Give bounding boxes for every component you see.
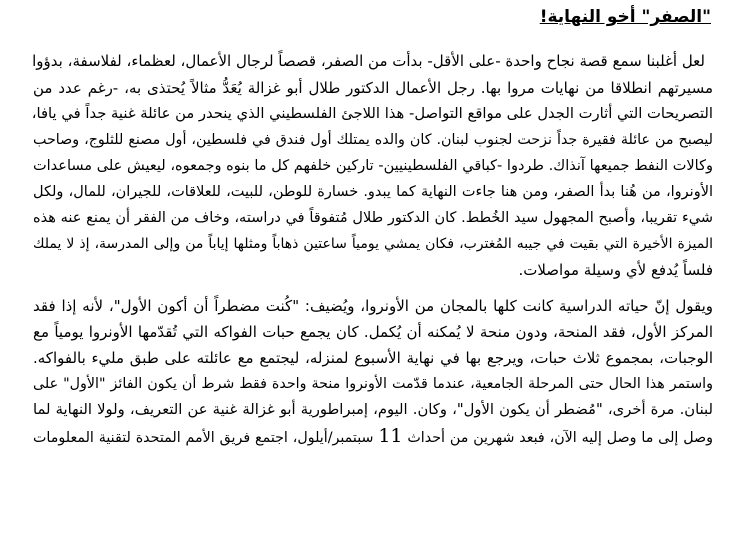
document-title: "الصفر" أخو النهاية!: [539, 7, 711, 27]
text-line: ليصبح من عائلة فقيرة جداً نزحت لجنوب لبنان. كان والده يمتلك أول فندق في فلسطين، أول مصنع للثلوج، وصاحب: [33, 132, 713, 148]
date-number: 11: [378, 425, 403, 447]
text-fragment: سبتمبر/أيلول، اجتمع فريق الأمم المتحدة لتقنية المعلومات: [33, 430, 379, 446]
text-line: واستمر هذا الحال حتى المرحلة الجامعية، عندما قدّمت الأونروا منحة واحدة فقط شرط أن يكون الفائز "الأول" على: [33, 376, 713, 392]
text-line: الوجبات، بمجموع ثلاث حبات، ويرجع بها في نهاية الأسبوع لمنزله، ليجتمع مع عائلته على طبق مليء بالفواكه.: [33, 349, 713, 367]
text-line: شيء تقريبا، وأصبح المجهول سيد الخُطط. كان الدكتور طلال مُتفوقاً في دراسته، وخاف من الفقر أن يمنع عنه هذه: [33, 210, 713, 226]
text-line: المركز الأول، فقد المنحة، ودون منحة لا يُمكنه أن يُكمل. كان يجمع حبات الفواكه التي تُقدّمها الأونروا يومياً مع: [33, 323, 713, 341]
text-line: فلساً يُدفع لأي وسيلة مواصلات.: [518, 261, 713, 279]
text-line: الأونروا، من هُنا بدأ الصفر، ومن هنا جاءت النهاية كما يبدو. خسارة للوطن، للبيت، للعلاقات، للجيران، للمال، ولكل: [33, 184, 713, 200]
text-line: التصريحات التي أثارت الجدل على مواقع التواصل- هذا اللاجئ الفلسطيني الذي ينحدر من عائلة غنية جداً في يافا،: [31, 105, 713, 122]
text-line: مسيرتهم انطلاقا من نهايات مروا بها. رجل الأعمال الدكتور طلال أبو غزالة يُعَدُّ مثالاً يُحتذى به، -رغم عدد من: [33, 79, 713, 97]
text-line: لبنان. مرة أخرى، "مُضطر أن يكون الأول"، وكان. اليوم، إمبراطورية أبو غزالة غنية عن التعريف، ولولا النهاية لما: [33, 401, 713, 418]
text-line: [33, 423, 713, 451]
text-line: وكالات النفط جميعها آنذاك. طردوا -كباقي الفلسطينيين- تاركين خلفهم كل ما بنوه وجمعوه، ليعيش على مساعدات: [33, 158, 713, 174]
text-line: ويقول إنّ حياته الدراسية كانت كلها بالمجان من الأونروا، ويُضيف: "كُنت مضطراً أن أكون الأول"، لأنه إذا فقد: [33, 297, 713, 315]
text-line: الميزة الأخيرة التي بقيت في جيبه المُغترب، فكان يمشي يومياً ساعتين ذهاباً ومثلها إياباً من وإلى المدرسة، إذ لا يملك: [33, 236, 713, 252]
text-fragment: وصل إلى ما وصل إليه الآن، فبعد شهرين من أحداث: [402, 430, 714, 446]
text-line: لعل أغلبنا سمع قصة نجاح واحدة -على الأقل- بدأت من الصفر، قصصاً لرجال الأعمال، لعظماء، لفلاسفة، بدؤوا: [32, 52, 705, 70]
